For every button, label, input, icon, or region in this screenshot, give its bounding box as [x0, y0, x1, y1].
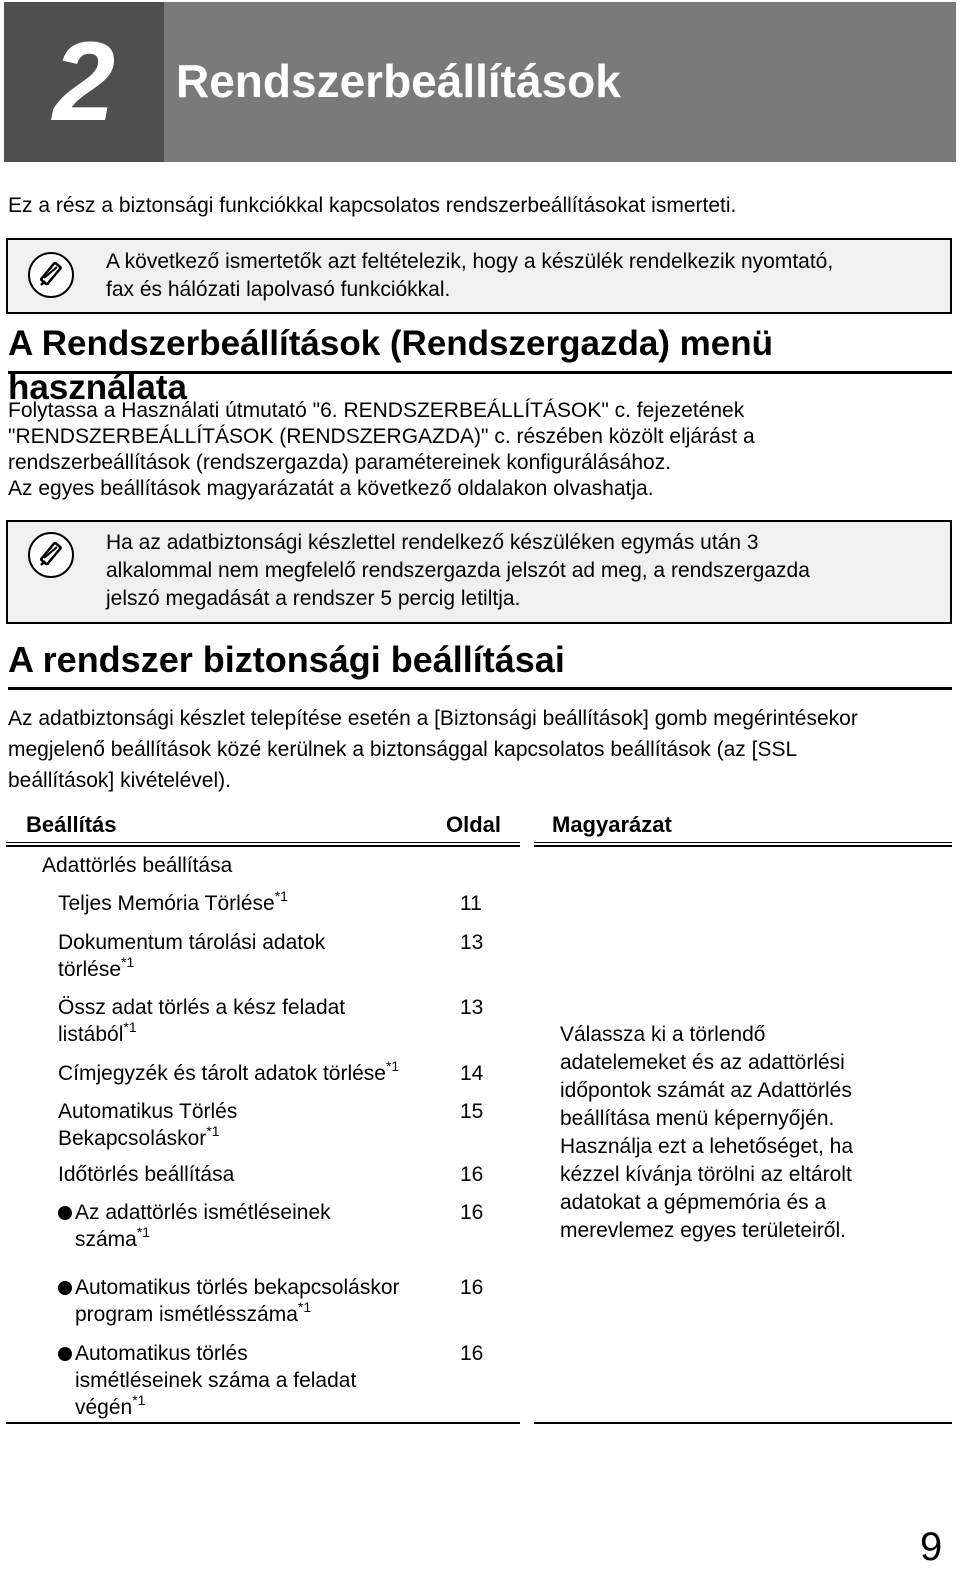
table-row	[75, 1274, 400, 1328]
footnote-mark: *1	[385, 1058, 400, 1074]
table-row	[58, 1060, 399, 1087]
bullet-icon	[58, 1206, 72, 1220]
row-label: Időtörlés beállítása	[58, 1163, 235, 1186]
row-label: Bekapcsoláskor	[58, 1127, 207, 1150]
footnote-mark: *1	[132, 1392, 146, 1408]
explanation-line: időpontok számát az Adattörlés	[560, 1079, 852, 1102]
pencil-note-icon	[28, 532, 74, 578]
section-paragraph	[8, 398, 954, 502]
page-ref: 16	[460, 1201, 484, 1224]
explanation-line: adatelemeket és az adattörlési	[560, 1051, 845, 1074]
note-text	[106, 248, 833, 304]
bullet-icon	[58, 1347, 72, 1361]
row-label: Címjegyzék és tárolt adatok törlése	[58, 1062, 386, 1085]
row-label: Össz adat törlés a kész feladat	[58, 996, 346, 1019]
column-header-explanation: Magyarázat	[552, 812, 672, 837]
row-label: Automatikus törlés	[75, 1342, 248, 1365]
chapter-header	[4, 2, 956, 162]
paragraph-line: beállítások] kivételével).	[8, 769, 231, 792]
explanation-text	[560, 1021, 950, 1245]
explanation-line: beállítása menü képernyőjén.	[560, 1107, 835, 1130]
header-rule	[534, 842, 952, 847]
paragraph-line: Az egyes beállítások magyarázatát a következő oldalakon olvashatja.	[8, 477, 654, 500]
note-line: A következő ismertetők azt feltételezik, hogy a készülék rendelkezik nyomtató,	[106, 250, 834, 273]
note-line: fax és hálózati lapolvasó funkciókkal.	[106, 278, 451, 301]
chapter-title: Rendszerbeállítások	[176, 55, 621, 107]
paragraph-line: Folytassa a Használati útmutató "6. RENDSZERBEÁLLÍTÁSOK" c. fejezetének	[8, 399, 745, 422]
note-box	[6, 238, 952, 314]
column-header-setting: Beállítás	[26, 812, 117, 837]
table-row	[75, 1340, 356, 1421]
page-ref: 16	[460, 1342, 484, 1365]
group-label: Adattörlés beállítása	[42, 854, 233, 877]
footnote-mark: *1	[136, 1224, 151, 1240]
row-label: Automatikus törlés bekapcsoláskor	[75, 1276, 400, 1299]
note-line: Ha az adatbiztonsági készlettel rendelkező készüléken egymás után 3	[106, 531, 759, 554]
bullet-icon	[58, 1281, 72, 1295]
intro-text: Ez a rész a biztonsági funkciókkal kapcsolatos rendszerbeállításokat ismerteti.	[8, 194, 737, 217]
page-ref: 15	[460, 1100, 484, 1123]
paragraph-line: "RENDSZERBEÁLLÍTÁSOK (RENDSZERGAZDA)" c. részében közölt eljárást a	[8, 425, 755, 448]
paragraph-line: megjelenő beállítások közé kerülnek a biztonsággal kapcsolatos beállítások (az [SSL	[8, 738, 798, 761]
paragraph-line: rendszerbeállítások (rendszergazda) paramétereinek konfigurálásához.	[8, 451, 672, 474]
table-row	[58, 1161, 234, 1188]
row-label: végén	[75, 1396, 133, 1419]
page-ref: 13	[460, 931, 484, 954]
note-text	[106, 529, 810, 613]
row-label: program ismétlésszáma	[75, 1303, 298, 1326]
explanation-line: Válassza ki a törlendő	[560, 1023, 766, 1046]
page-number: 9	[920, 1525, 943, 1569]
footnote-mark: *1	[274, 888, 288, 904]
row-label: Az adattörlés ismétléseinek	[75, 1201, 331, 1224]
section-paragraph	[8, 703, 954, 796]
explanation-line: Használja ezt a lehetőséget, ha	[560, 1135, 854, 1158]
row-label: Automatikus Törlés	[58, 1100, 238, 1123]
page-ref: 16	[460, 1163, 484, 1186]
explanation-line: adatokat a gépmemória és a	[560, 1191, 827, 1214]
table-bottom-rule	[6, 1422, 520, 1424]
footnote-mark: *1	[206, 1123, 220, 1139]
pencil-note-icon	[28, 252, 74, 298]
table-row	[58, 994, 345, 1048]
row-label: Dokumentum tárolási adatok	[58, 931, 326, 954]
column-header-page: Oldal	[446, 812, 502, 837]
explanation-line: kézzel kívánja törölni az eltárolt	[560, 1163, 852, 1186]
footnote-mark: *1	[121, 954, 135, 970]
page-ref: 14	[460, 1062, 484, 1085]
page-ref: 11	[460, 892, 482, 915]
table-bottom-rule	[534, 1422, 952, 1424]
header-rule	[6, 842, 520, 847]
page-ref: 16	[460, 1276, 484, 1299]
section-heading: A Rendszerbeállítások (Rendszergazda) menü használata	[8, 322, 952, 374]
explanation-line: merevlemez egyes területeiről.	[560, 1219, 846, 1242]
note-line: jelszó megadását a rendszer 5 percig letiltja.	[106, 587, 521, 610]
chapter-number: 2	[4, 2, 164, 162]
paragraph-line: Az adatbiztonsági készlet telepítése esetén a [Biztonsági beállítások] gomb megérintésekor	[8, 707, 858, 730]
row-label: száma	[75, 1228, 137, 1251]
footnote-mark: *1	[123, 1019, 137, 1035]
row-label: ismétléseinek száma a feladat	[75, 1369, 357, 1392]
row-label: törlése	[58, 958, 122, 981]
table-row	[58, 1098, 237, 1152]
table-row	[58, 929, 325, 983]
table-row	[75, 1199, 331, 1253]
section-heading: A rendszer biztonsági beállításai	[8, 638, 952, 690]
page-ref: 13	[460, 996, 484, 1019]
row-label: listából	[58, 1023, 124, 1046]
row-label: Teljes Memória Törlése	[58, 892, 275, 915]
note-line: alkalommal nem megfelelő rendszergazda jelszót ad meg, a rendszergazda	[106, 559, 810, 582]
table-row	[58, 890, 288, 917]
note-box	[6, 520, 952, 624]
footnote-mark: *1	[297, 1299, 312, 1315]
